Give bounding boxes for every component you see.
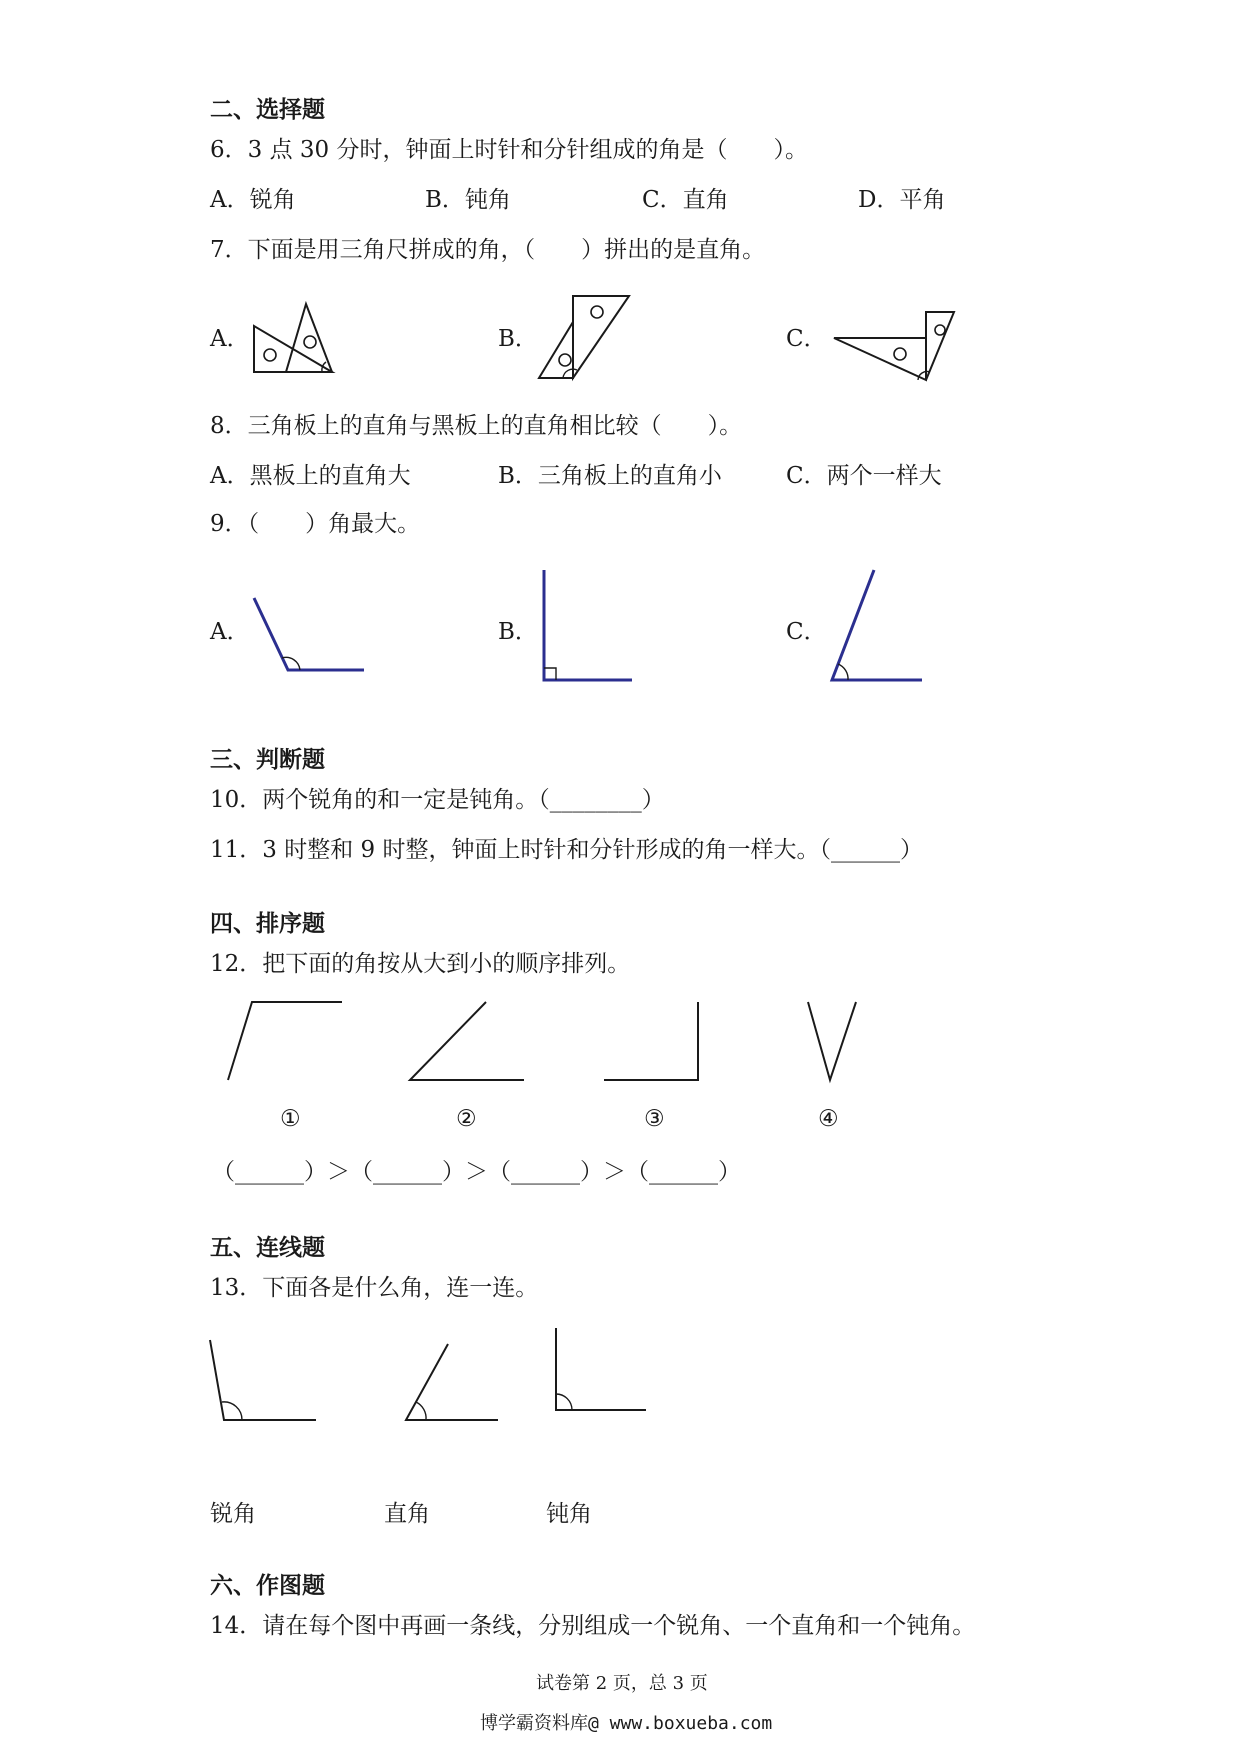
q11-stem: 11．3 时整和 9 时整，钟面上时针和分针形成的角一样大。（______） [210, 837, 923, 863]
section-title-choice: 二、选择题 [210, 97, 325, 123]
q9-option-c: C． [786, 619, 827, 645]
q12-label-2: ② [456, 1106, 477, 1132]
footer-source: 博学霸资料库@ www.boxueba.com [480, 1713, 773, 1734]
q9-option-b: B． [498, 619, 538, 645]
q9-angle-c [826, 566, 926, 686]
section-title-order: 四、排序题 [210, 911, 325, 937]
q12-angle-2 [406, 998, 528, 1084]
q7-figure-a [250, 300, 340, 380]
q12-label-4: ④ [818, 1106, 839, 1132]
q9-angle-a [250, 594, 370, 674]
q9-option-a: A． [210, 619, 250, 645]
q9-angle-b [540, 566, 640, 686]
footer-page-number: 试卷第 2 页，总 3 页 [536, 1673, 708, 1694]
q7-option-b: B． [498, 326, 538, 352]
q8-option-b: B．三角板上的直角小 [498, 463, 722, 489]
q13-word-acute: 锐角 [210, 1501, 256, 1527]
q8-option-a: A．黑板上的直角大 [210, 463, 411, 489]
q12-angle-3 [600, 998, 704, 1084]
q13-angle-right [552, 1324, 652, 1416]
q7-option-a: A． [210, 326, 250, 352]
q12-angle-1 [224, 998, 346, 1084]
q12-stem: 12．把下面的角按从大到小的顺序排列。 [210, 951, 631, 977]
q13-angle-acute [402, 1340, 502, 1426]
q13-word-right: 直角 [384, 1501, 430, 1527]
section-title-judge: 三、判断题 [210, 747, 325, 773]
q12-label-3: ③ [644, 1106, 665, 1132]
q12-order-blanks: （______）＞（______）＞（______）＞（______） [212, 1159, 741, 1185]
q7-option-c: C． [786, 326, 827, 352]
section-title-match: 五、连线题 [210, 1235, 325, 1261]
q6-option-d: D．平角 [858, 187, 946, 213]
q6-option-a: A．锐角 [210, 187, 296, 213]
q9-stem: 9．（ ）角最大。 [210, 511, 421, 537]
q14-stem: 14．请在每个图中再画一条线，分别组成一个锐角、一个直角和一个钝角。 [210, 1613, 976, 1639]
q8-option-c: C．两个一样大 [786, 463, 942, 489]
q12-label-1: ① [280, 1106, 301, 1132]
q8-stem: 8．三角板上的直角与黑板上的直角相比较（ ）。 [210, 413, 743, 439]
q6-option-c: C．直角 [642, 187, 729, 213]
q10-stem: 10．两个锐角的和一定是钝角。（________） [210, 787, 665, 813]
q13-stem: 13．下面各是什么角，连一连。 [210, 1275, 539, 1301]
q6-option-b: B．钝角 [425, 187, 511, 213]
q7-figure-c [830, 308, 960, 384]
q13-angle-obtuse [206, 1336, 320, 1426]
q7-stem: 7．下面是用三角尺拼成的角，（ ）拼出的是直角。 [210, 237, 766, 263]
section-title-draw: 六、作图题 [210, 1573, 325, 1599]
q12-angle-4 [804, 998, 864, 1084]
q7-figure-b [535, 292, 635, 384]
q6-stem: 6．3 点 30 分时，钟面上时针和分针组成的角是（ ）。 [210, 137, 808, 163]
q13-word-obtuse: 钝角 [546, 1501, 592, 1527]
